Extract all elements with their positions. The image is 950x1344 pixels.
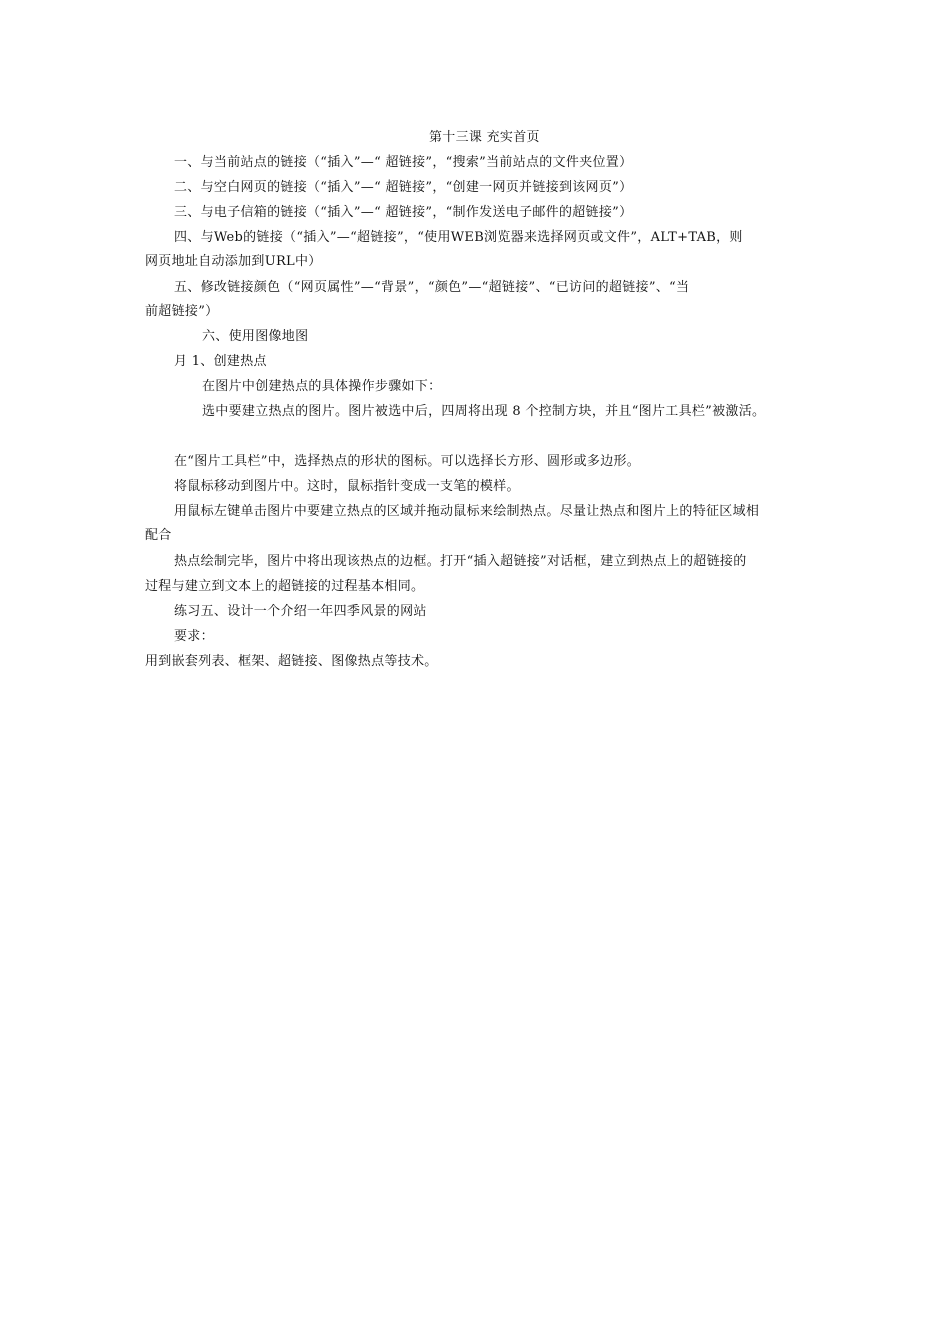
paragraph-line: 选中要建立热点的图片。图片被选中后，四周将出现 8 个控制方块，并且“图片工具栏”被激活。 [202, 404, 766, 419]
requirements-label: 要求： [174, 629, 214, 644]
paragraph-line: 配合 [145, 528, 172, 543]
paragraph-line: 网页地址自动添加到URL中） [145, 254, 322, 269]
paragraph-line: 在图片中创建热点的具体操作步骤如下： [202, 379, 442, 394]
paragraph-line: 热点绘制完毕，图片中将出现该热点的边框。打开“插入超链接”对话框，建立到热点上的超链接的 [174, 554, 747, 569]
paragraph-line: 前超链接”） [145, 304, 219, 319]
document-title: 第十三课 充实首页 [429, 130, 540, 145]
paragraph-line: 将鼠标移动到图片中。这时，鼠标指针变成一支笔的模样。 [174, 479, 520, 494]
paragraph-line: 用鼠标左键单击图片中要建立热点的区域并拖动鼠标来绘制热点。尽量让热点和图片上的特征区域相 [174, 504, 760, 519]
paragraph-line: 四、与Web的链接（“插入”—“超链接”，“使用WEB浏览器来选择网页或文件”，ALT+TAB，则 [174, 230, 743, 245]
subsection-heading: 月 1、创建热点 [174, 354, 267, 369]
paragraph-line: 在“图片工具栏”中，选择热点的形状的图标。可以选择长方形、圆形或多边形。 [174, 454, 641, 469]
paragraph-line: 一、与当前站点的链接（“插入”—“ 超链接”，“搜索”当前站点的文件夹位置） [174, 155, 633, 170]
paragraph-line: 五、修改链接颜色（“网页属性”—“背景”，“颜色”—“超链接”、“已访问的超链接”、“当 [174, 280, 690, 295]
requirements-text: 用到嵌套列表、框架、超链接、图像热点等技术。 [145, 654, 438, 669]
paragraph-line: 过程与建立到文本上的超链接的过程基本相同。 [145, 579, 425, 594]
paragraph-line: 三、与电子信箱的链接（“插入”—“ 超链接”，“制作发送电子邮件的超链接”） [174, 205, 633, 220]
exercise-heading: 练习五、设计一个介绍一年四季风景的网站 [174, 604, 427, 619]
section-heading: 六、使用图像地图 [202, 329, 309, 344]
paragraph-line: 二、与空白网页的链接（“插入”—“ 超链接”，“创建一网页并链接到该网页”） [174, 180, 633, 195]
